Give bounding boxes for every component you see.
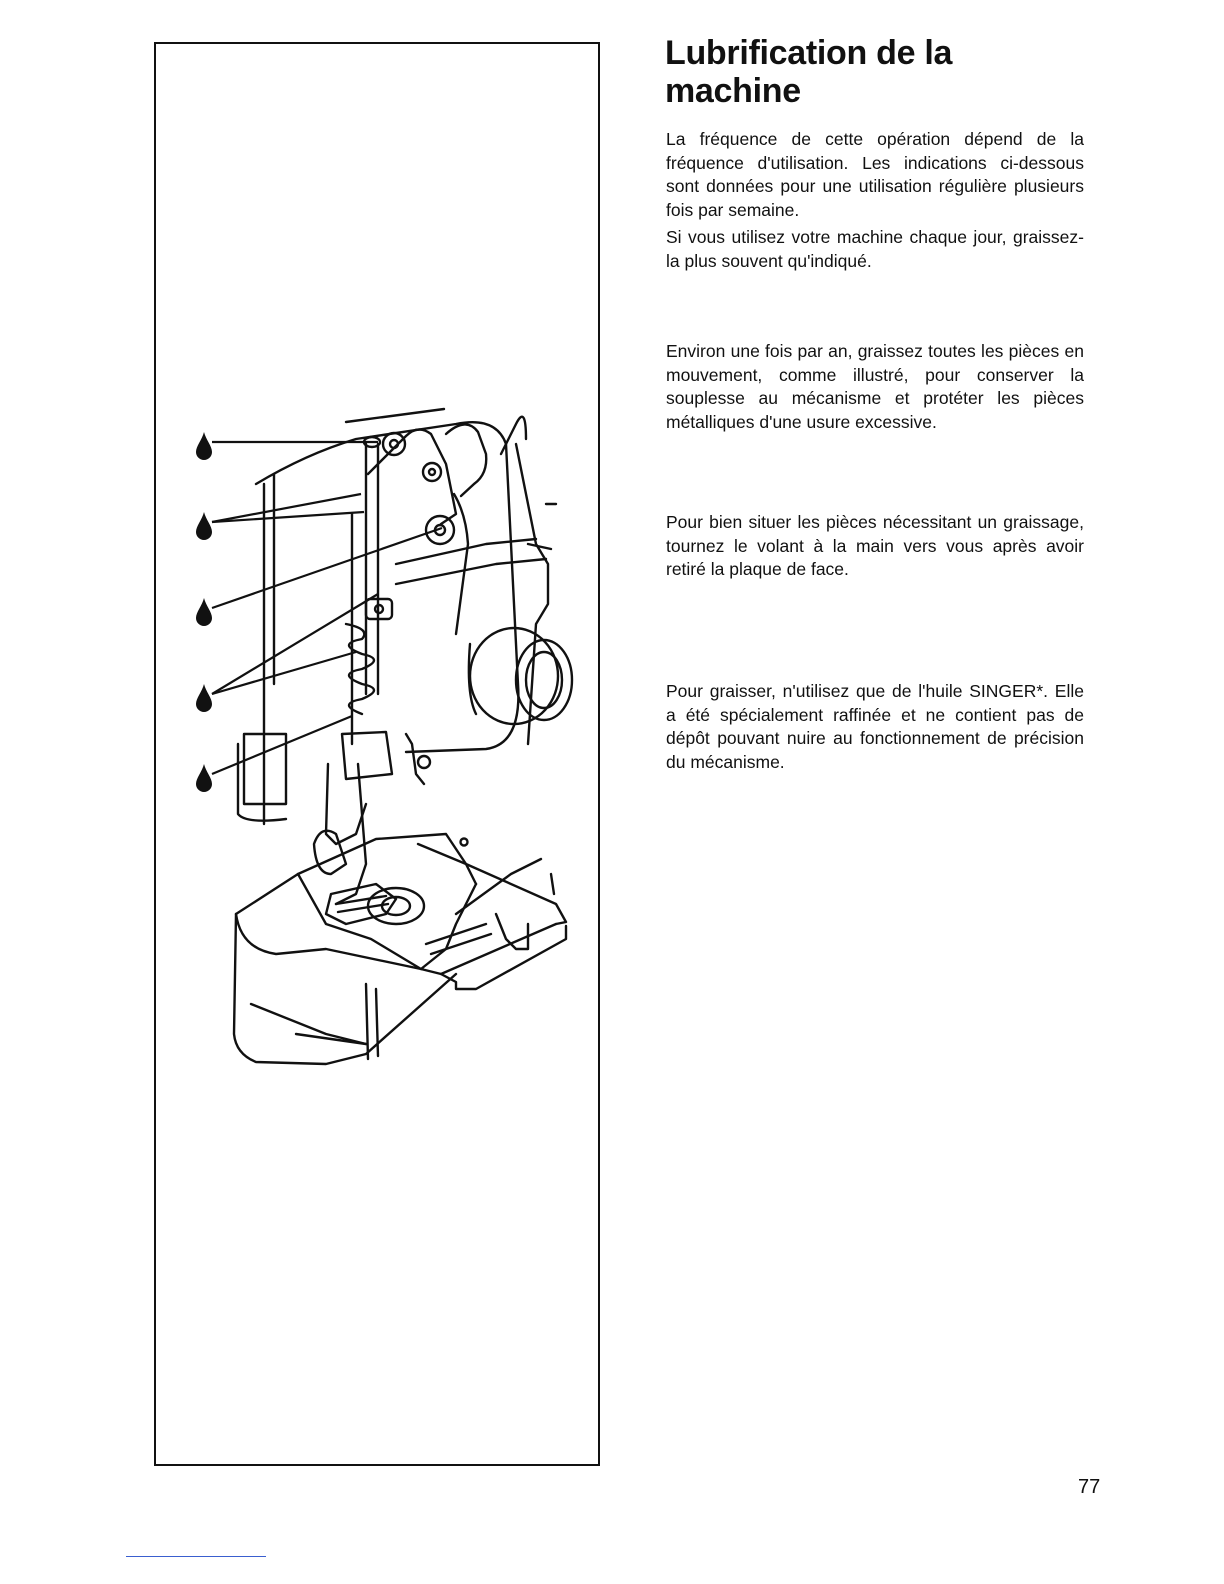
page-number: 77 [1078, 1476, 1101, 1498]
paragraph-daily-use: Si vous utilisez votre machine chaque jour, graissez-la plus souvent qu'indiqué. [666, 227, 1084, 271]
oil-drop-icon [196, 432, 212, 460]
oil-drop-icon [196, 684, 212, 712]
oil-drop-pointers [212, 442, 442, 774]
footer-rule [126, 1556, 266, 1557]
oil-drop-icon [196, 764, 212, 792]
paragraph-frequency: La fréquence de cette opération dépend de la fréquence d'utilisation. Les indications ci-dessous sont données pour une utilisation régulière plusieurs fois par semaine. [666, 129, 1084, 220]
oil-drop-icon [196, 598, 212, 626]
sewing-machine-head-icon [156, 44, 602, 1468]
paragraph-singer-oil: Pour graisser, n'utilisez que de l'huile SINGER*. Elle a été spécialement raffinée et ne contient pas de dépôt pouvant nuire au fonctionnement de précision du mécanisme. [666, 681, 1084, 772]
page-title: Lubrification de la machine [665, 34, 953, 110]
paragraph-yearly-oiling: Environ une fois par an, graissez toutes les pièces en mouvement, comme illustré, pour conserver la souplesse au mécanisme et protéter les pièces métalliques d'une usure excessive. [666, 341, 1084, 432]
oil-drop-icon [196, 512, 212, 540]
paragraph-locate-parts: Pour bien situer les pièces nécessitant un graissage, tournez le volant à la main vers vous après avoir retiré la plaque de face. [666, 512, 1084, 579]
illustration-frame [154, 42, 600, 1466]
